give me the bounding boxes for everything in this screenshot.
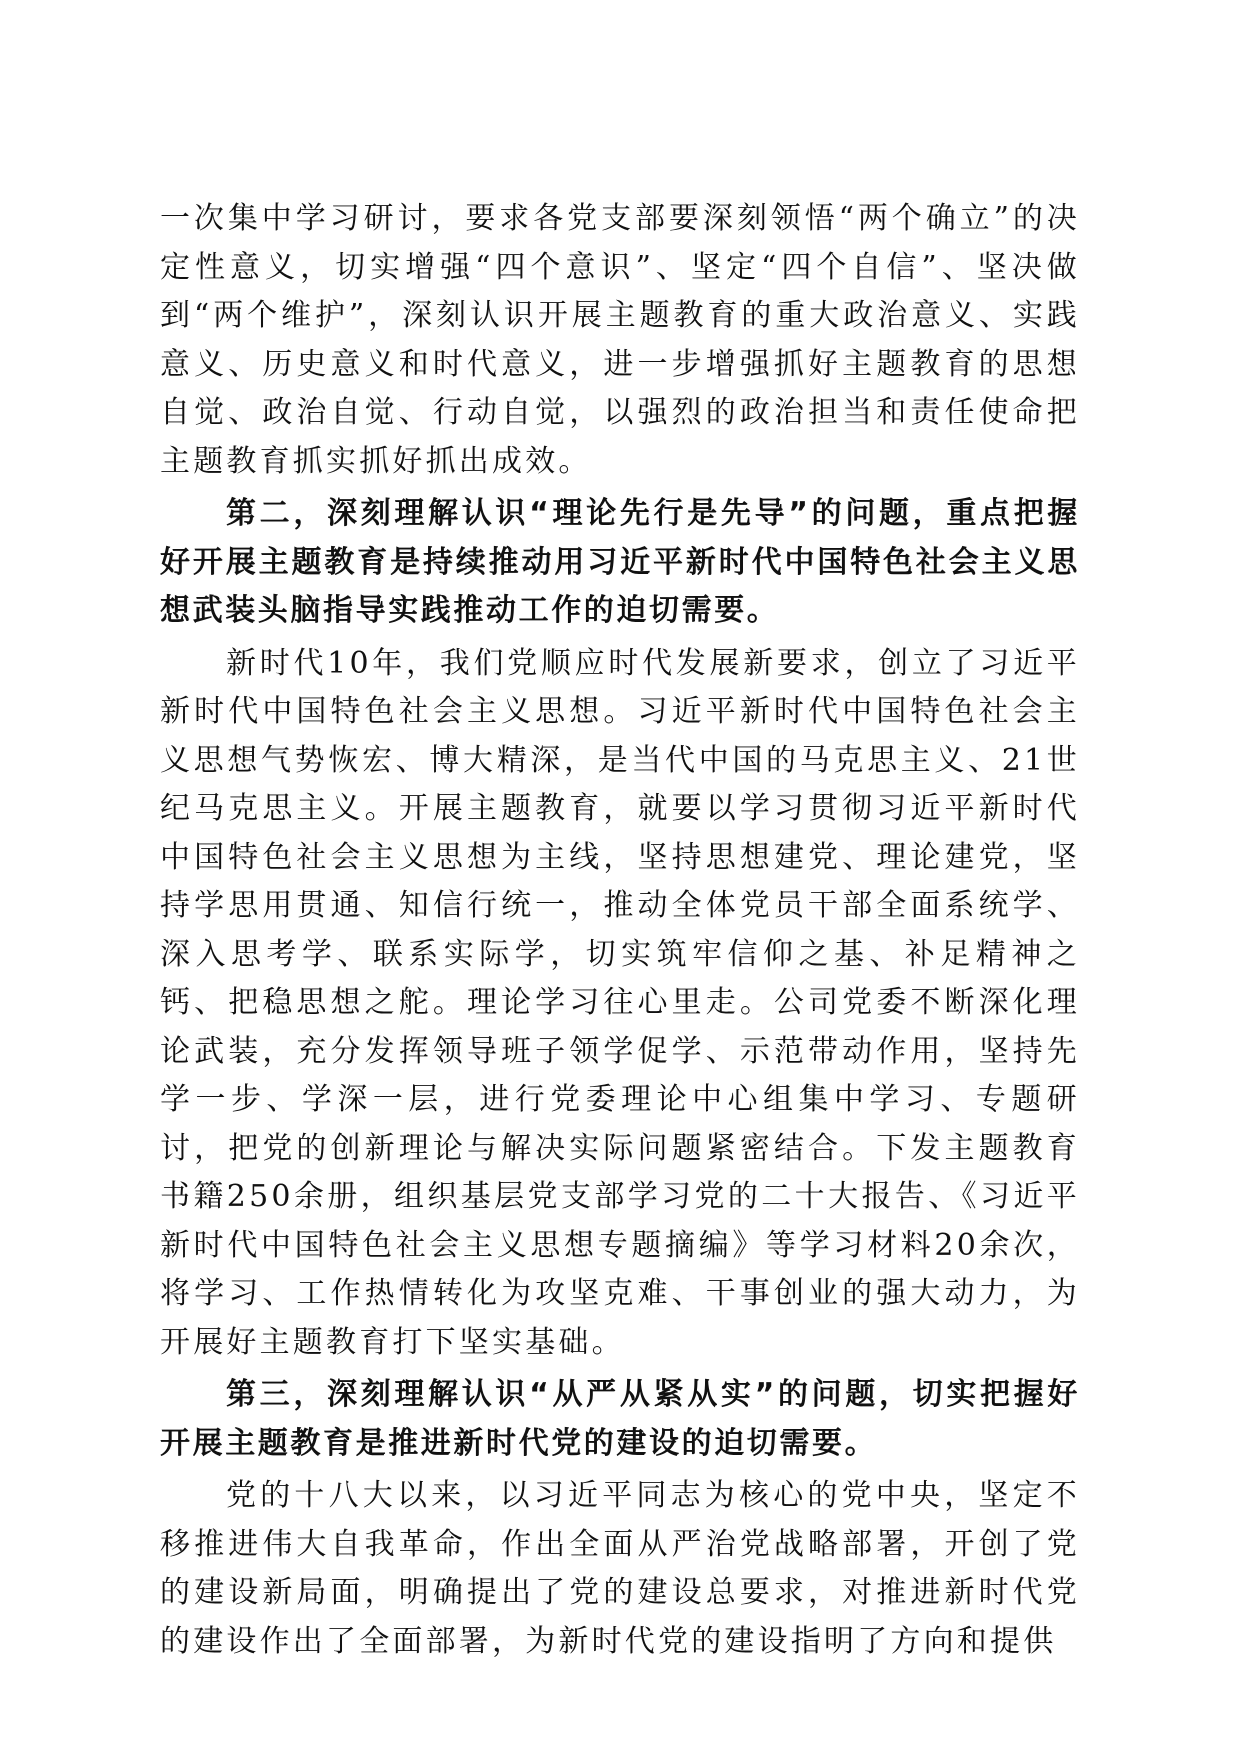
paragraph-theory-study: 新时代10年，我们党顺应时代发展新要求，创立了习近平新时代中国特色社会主义思想。习近平新时代中国特色社会主义思想气势恢宏、博大精深，是当代中国的马克思主义、21世纪马克思主义。开展主题教育，就要以学习贯彻习近平新时代中国特色社会主义思想为主线，坚持思想建党、理论建党，坚持学思用贯通、知信行统一，推动全体党员干部全面系统学、深入思考学、联系实际学，切实筑牢信仰之基、补足精神之钙、把稳思想之舵。理论学习往心里走。公司党委不断深化理论武装，充分发挥领导班子领学促学、示范带动作用，坚持先学一步、学深一层，进行党委理论中心组集中学习、专题研讨，把党的创新理论与解决实际问题紧密结合。下发主题教育书籍250余册，组织基层党支部学习党的二十大报告、《习近平新时代中国特色社会主义思想专题摘编》等学习材料20余次，将学习、工作热情转化为攻坚克难、干事创业的强大动力，为开展好主题教育打下坚实基础。 [160,645,1080,1360]
paragraph-party-building: 党的十八大以来，以习近平同志为核心的党中央，坚定不移推进伟大自我革命，作出全面从严治党战略部署，开创了党的建设新局面，明确提出了党的建设总要求，对推进新时代党的建设作出了全面部署，为新时代党的建设指明了方向和提供 [160,1478,1080,1659]
section-heading-third: 第三，深刻理解认识“从严从紧从实”的问题，切实把握好开展主题教育是推进新时代党的建设的迫切需要。 [160,1377,1080,1461]
document-page [160,195,1080,1666]
section-heading-second: 第二，深刻理解认识“理论先行是先导”的问题，重点把握好开展主题教育是持续推动用习近平新时代中国特色社会主义思想武装头脑指导实践推动工作的迫切需要。 [160,496,1080,628]
paragraph-intro-continuation: 一次集中学习研讨，要求各党支部要深刻领悟“两个确立”的决定性意义，切实增强“四个意识”、坚定“四个自信”、坚决做到“两个维护”，深刻认识开展主题教育的重大政治意义、实践意义、历史意义和时代意义，进一步增强抓好主题教育的思想自觉、政治自觉、行动自觉，以强烈的政治担当和责任使命把主题教育抓实抓好抓出成效。 [160,201,1080,479]
